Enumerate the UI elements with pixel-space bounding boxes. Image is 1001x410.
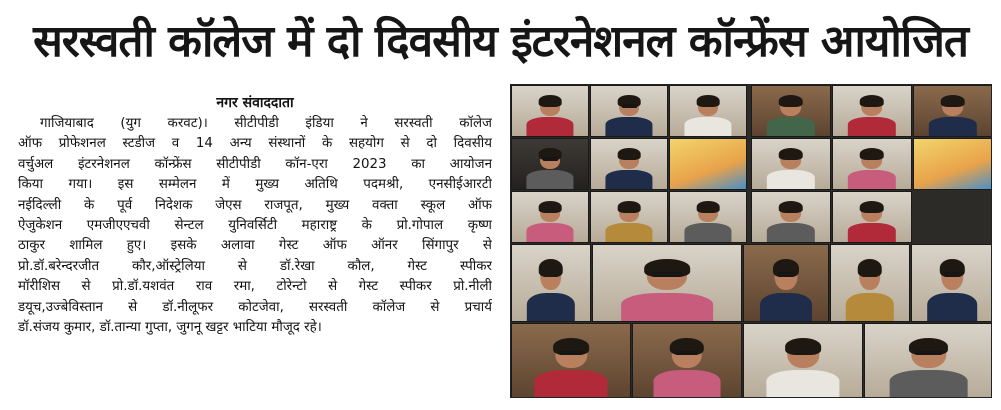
participant-figure <box>684 97 731 136</box>
glasses-icon <box>944 272 961 277</box>
participant-figure <box>684 203 731 242</box>
participant-figure <box>605 203 652 242</box>
participant-figure <box>767 150 815 189</box>
video-tile <box>751 138 831 190</box>
conference-photo <box>510 84 992 398</box>
article-line: ऐजुकेशन एमजीएएचवी सेन्टल युनिवर्सिटी महाराष्ट्र के प्रो.गोपाल कृष्ण <box>18 218 492 234</box>
article-line: डॉ.संजय कुमार, डॉ.तान्या गुप्ता, जुगनू खट्टर भाटिया मौजूद रहे। <box>18 320 322 336</box>
article-line: किया गया। इस सम्मेलन में मुख्य अतिथि पदमश्री, एनसीईआरटी <box>18 177 492 193</box>
participant-figure <box>621 262 713 321</box>
video-tile <box>511 244 591 322</box>
participant-figure <box>760 262 812 321</box>
video-tile <box>832 138 912 190</box>
video-tile <box>751 85 831 137</box>
video-tile <box>590 85 668 137</box>
participant-figure <box>605 97 652 136</box>
byline: नगर संवाददाता <box>216 95 294 111</box>
video-tile <box>511 323 631 398</box>
video-tile <box>832 85 912 137</box>
video-tile <box>830 244 910 322</box>
participant-figure <box>654 340 721 398</box>
video-tile <box>590 138 668 190</box>
article-line: नईदिल्ली के पूर्व निदेशक जेएस राजपूत, मुख्य वक्ता स्कूल ऑफ <box>18 197 492 213</box>
glasses-icon <box>542 157 558 161</box>
participant-figure <box>526 203 573 242</box>
video-tile <box>911 244 992 322</box>
video-tile <box>832 191 912 243</box>
video-tile <box>743 323 863 398</box>
glasses-icon <box>915 351 942 356</box>
video-tile <box>743 244 829 322</box>
participant-figure <box>927 262 977 321</box>
video-tile <box>669 85 747 137</box>
glasses-icon <box>621 104 637 108</box>
video-tile <box>511 85 589 137</box>
headline: सरस्वती कॉलेज में दो दिवसीय इंटरनेशनल कॉन्फ्रेंस आयोजित <box>33 16 968 67</box>
participant-figure <box>767 97 815 136</box>
video-tile <box>669 138 747 190</box>
participant-figure <box>526 97 573 136</box>
article-line: प्रो.डॉ.बरेन्दरजीत कौर,ऑस्ट्रेलिया से डॉ.रेखा कौल, गेस्ट स्पीकर <box>18 258 492 274</box>
participant-figure <box>929 97 977 136</box>
article-line: मॉरीशिस से प्रो.डॉ.यशवंत राव रमा, टोरेन्टो से गेस्ट स्पीकर प्रो.नीली <box>18 279 492 295</box>
participant-figure <box>848 150 896 189</box>
article-line: गाजियाबाद (युग करवट)। सीटीपीडी इंडिया ने सरस्वती कॉलेज <box>40 116 492 131</box>
video-tile <box>751 191 831 243</box>
article-body <box>18 94 492 402</box>
video-tile <box>864 323 992 398</box>
participant-figure <box>767 203 815 242</box>
video-tile <box>669 191 747 243</box>
participant-figure <box>848 97 896 136</box>
video-tile <box>592 244 742 322</box>
video-tile <box>632 323 742 398</box>
video-tile <box>511 191 589 243</box>
article-line: ऑफ प्रोफेशनल स्टडीज व 14 अन्य संस्थानों के सहयोग से दो दिवसीय <box>18 136 492 152</box>
video-tile <box>590 191 668 243</box>
participant-figure <box>526 150 573 189</box>
participant-figure <box>846 262 894 321</box>
participant-figure <box>527 262 575 321</box>
participant-figure <box>605 150 652 189</box>
glasses-icon <box>651 272 682 277</box>
glasses-icon <box>676 351 699 356</box>
article-line: वर्चुअल इंटरनेशनल कॉन्फ्रेंस सीटीपीडी कॉन-एरा 2023 का आयोजन <box>18 156 492 172</box>
video-tile <box>913 85 992 137</box>
article-line: डयूच,उज्बेविस्तान से डॉ.नीलूफर कोटजेवा, सरस्वती कॉलेज से प्रचार्य <box>18 299 492 315</box>
glasses-icon <box>559 351 584 356</box>
participant-figure <box>534 340 607 398</box>
participant-figure <box>889 340 968 398</box>
participant-figure <box>848 203 896 242</box>
participant-figure <box>766 340 839 398</box>
glasses-icon <box>777 272 795 277</box>
video-tile <box>511 138 589 190</box>
video-tile <box>913 138 992 190</box>
article-line: ठाकुर शामिल हुए। इसके अलावा गेस्ट ऑफ ऑनर सिंगापुर से <box>18 238 492 254</box>
